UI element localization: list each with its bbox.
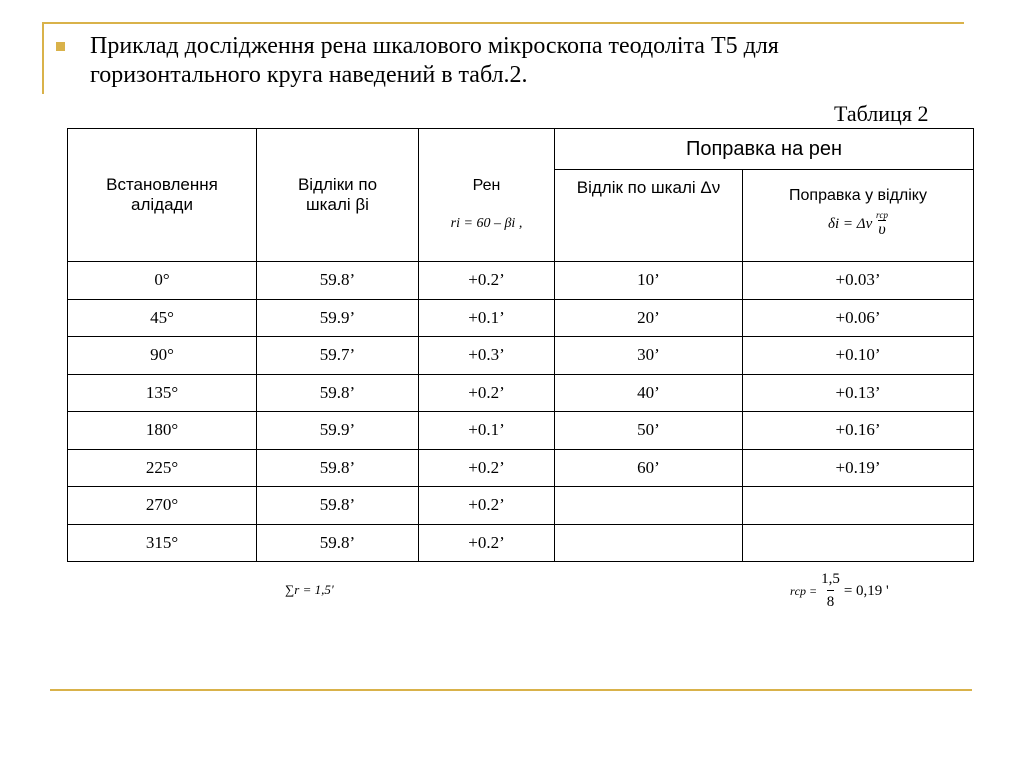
table-cell: 45° [68,299,257,337]
run-formula: ri = 60 – βi , [450,216,523,231]
table-cell: 90° [68,337,257,375]
intro-text: Приклад дослідження рена шкалового мікроскопа теодоліта Т5 для горизонтального круга наведений в табл.2. [90,33,779,88]
table-cell: +0.19’ [743,449,974,487]
top-divider [42,22,964,24]
table-cell: 59.8’ [257,374,419,412]
correction-formula: δi = Δν $\frac{\text{rср}}{\upsilon}$ [828,209,888,238]
table-cell [743,524,974,562]
table-cell [743,487,974,525]
table-cell: 59.8’ [257,524,419,562]
table-row [68,524,974,562]
header-readings: Відліки по шкалі βi [257,129,419,262]
table-cell: 59.8’ [257,487,419,525]
table-cell: 180° [68,412,257,450]
table-cell: 270° [68,487,257,525]
table-cell: 59.9’ [257,299,419,337]
table-row [68,337,974,375]
table-cell: 225° [68,449,257,487]
table-cell: 59.8’ [257,262,419,300]
table-cell: +0.2’ [419,262,555,300]
table-cell: 59.7’ [257,337,419,375]
header-run: Рен ri = 60 – βi , [419,129,555,262]
table-cell: +0.03’ [743,262,974,300]
table-caption: Таблиця 2 [834,101,929,126]
table-cell: +0.06’ [743,299,974,337]
table-cell: 30’ [555,337,743,375]
bullet-square-icon [56,42,65,51]
table-cell: +0.16’ [743,412,974,450]
table-cell: 10’ [555,262,743,300]
measurements-table [67,128,974,562]
table-cell: 135° [68,374,257,412]
bottom-divider [50,689,972,691]
table-row [68,487,974,525]
table-cell: 50’ [555,412,743,450]
table-cell: +0.3’ [419,337,555,375]
table-cell: 59.8’ [257,449,419,487]
header-run-correction: Поправка на рен [555,129,974,170]
table-cell: +0.2’ [419,449,555,487]
left-accent-bar [42,22,44,94]
table-cell [555,524,743,562]
table-cell [555,487,743,525]
table-cell: +0.2’ [419,487,555,525]
average-formula: rср = $\frac{1,5}{8}$ = 0,19 ' [790,571,889,610]
table-row [68,374,974,412]
table-cell: 40’ [555,374,743,412]
table-cell: +0.1’ [419,412,555,450]
table-row [68,262,974,300]
table-cell: +0.2’ [419,374,555,412]
table-cell: +0.13’ [743,374,974,412]
table-cell: 315° [68,524,257,562]
table-cell: +0.10’ [743,337,974,375]
table-cell: +0.1’ [419,299,555,337]
table-cell: 59.9’ [257,412,419,450]
table-cell: 0° [68,262,257,300]
header-scale-reading: Відлік по шкалі Δν [555,170,743,262]
table-cell: 60’ [555,449,743,487]
table-cell: +0.2’ [419,524,555,562]
table-cell: 20’ [555,299,743,337]
header-alidade: Встановлення алідади [68,129,257,262]
header-reading-correction: Поправка у відліку δi = Δν $\frac{\text{rср}}{\upsilon}$ [743,170,974,262]
table-row [68,412,974,450]
sum-formula: ∑r = 1,5' [285,582,334,597]
table-row [68,299,974,337]
table-row [68,449,974,487]
